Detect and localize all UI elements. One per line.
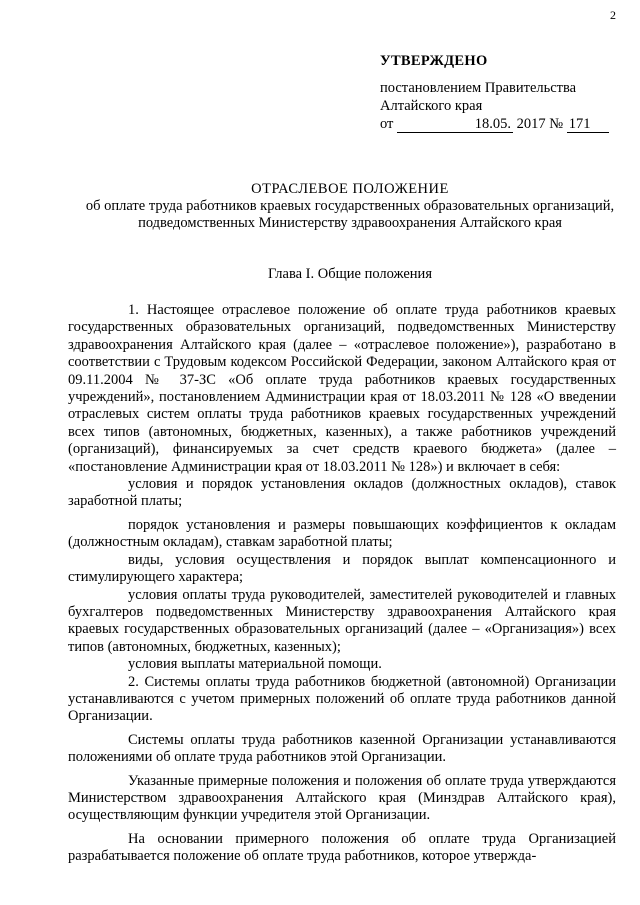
document-header (60, 181, 640, 232)
page-number: 2 (610, 8, 616, 22)
list-item: порядок установления и размеры повышающих коэффициентов к окладам (должностным окладам), ставкам заработной платы; (68, 516, 616, 551)
list-item: условия и порядок установления окладов (должностных окладов), ставок заработной платы; (68, 476, 616, 510)
approval-number: 171 (567, 117, 609, 133)
paragraph: 1. Настоящее отраслевое положение об оплате труда работников краевых государственных образовательных организаций, подведомственных Министерству здравоохранения Алтайского края (далее – «отраслевое положение»), разработано в соответствии с Трудовым кодексом Российской Федерации, законом Алтайского края от 09.11.2004 № 37-ЗС «Об оплате труда работников краевых государственных учреждений», постановлением Администрации края от 18.03.2011 № 128 «О введении отраслевых систем оплаты труда работников краевых государственных учреждений всех типов (автономных, бюджетных, казенных), а также работников учреждений (организаций), финансируемых за счет средств краевого бюджета» (далее – «постановление Администрации края от 18.03.2011 № 128») и включает в себя: (68, 302, 616, 475)
approval-title: УТВЕРЖДЕНО (380, 53, 488, 69)
list-item: условия оплаты труда руководителей, заместителей руководителей и главных бухгалтеров подведомственных Министерству здравоохранения Алтайского края краевых государственных образовательных организаций (далее – «Организация») всех типов (автономных, бюджетных, казенных); (68, 586, 616, 655)
chapter-heading: Глава I. Общие положения (268, 266, 432, 282)
approval-date-line (380, 115, 609, 133)
approval-from-label: от (380, 116, 394, 132)
document-title: ОТРАСЛЕВОЕ ПОЛОЖЕНИЕ (251, 181, 449, 197)
paragraph: Системы оплаты труда работников казенной Организации устанавливаются положениями об оплате труда работников этой Организации. (68, 731, 616, 766)
approval-year: 2017 (516, 116, 546, 132)
list-item: условия выплаты материальной помощи. (128, 656, 382, 673)
approval-line-1: постановлением Правительства (380, 80, 577, 96)
paragraph: Указанные примерные положения и положения об оплате труда утверждаются Министерством здравоохранения Алтайского края (Минздрав Алтайского края), осуществляющим функции учредителя этой Организации. (68, 772, 616, 824)
document-subtitle: об оплате труда работников краевых государственных образовательных организаций, подведомственных Министерству здравоохранения Алтайского края (85, 198, 615, 231)
approval-stamp (380, 52, 609, 133)
document-body (68, 302, 616, 866)
approval-line-2: Алтайского края (380, 98, 483, 114)
approval-date: 18.05. (397, 117, 513, 133)
list-item: виды, условия осуществления и порядок выплат компенсационного и стимулирующего характера; (68, 551, 616, 586)
paragraph: 2. Системы оплаты труда работников бюджетной (автономной) Организации устанавливаются с учетом примерных положений об оплате труда работников данной Организации. (68, 673, 616, 725)
paragraph: На основании примерного положения об оплате труда Организацией разрабатывается положение об оплате труда работников, которое утвержда- (68, 830, 616, 865)
approval-number-sign: № (549, 116, 564, 132)
